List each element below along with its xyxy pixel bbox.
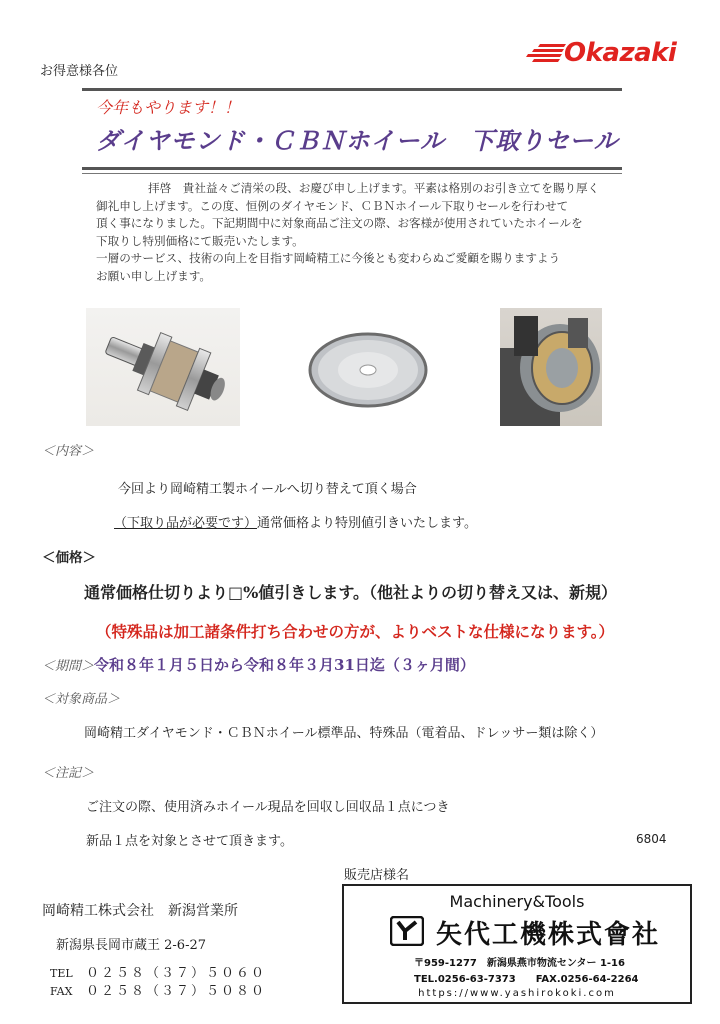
intro-line: 拝啓 貴社益々ご清栄の段、お慶び申し上げます。平素は格別のお引き立てを賜り厚く <box>148 181 600 195</box>
logo-stripes-icon <box>526 42 566 66</box>
page-title: ダイヤモンド・ＣＢＮホイール 下取りセール <box>96 127 619 155</box>
stamp-phones: TEL.0256-63-7373 FAX.0256-64-2264 <box>414 974 639 985</box>
price-line2: （特殊品は加工諸条件打ち合わせの方が、よりベストな仕様になります。） <box>96 622 615 641</box>
price-line1: 通常価格仕切りより□%値引きします。（他社よりの切り替え又は、新規） <box>84 583 618 602</box>
target-heading: ＜対象商品＞ <box>42 692 121 707</box>
intro-line: 頂く事になりました。下記期間中に対象商品ご注文の際、お客様が使用されていたホイールを <box>96 216 583 230</box>
content-line1: 今回より岡崎精工製ホイールへ切り替えて頂く場合 <box>118 482 417 497</box>
intro-line: 御礼申し上げます。この度、恒例のダイヤモンド、ＣＢＮホイール下取りセールを行わせて <box>96 198 569 213</box>
spindle-wheel-photo <box>86 308 240 426</box>
period-label: ＜期間＞ <box>42 659 95 674</box>
document-code: 6804 <box>636 832 667 846</box>
discount-note: 通常価格より特別値引きいたします。 <box>257 516 477 531</box>
price-heading: ＜価格＞ <box>42 550 96 566</box>
yashiro-logo-icon <box>390 916 424 946</box>
tagline: 今年もやります！！ <box>96 98 241 117</box>
company-name: 岡崎精工株式会社 新潟営業所 <box>42 903 238 919</box>
stamp-company-name: 矢代工機株式會社 <box>436 920 661 950</box>
intro-letter <box>96 180 616 285</box>
company-fax <box>50 980 266 999</box>
stamp-url: https://www.yashirokoki.com <box>418 988 616 999</box>
note-line1: ご注文の際、使用済みホイール現品を回収し回収品１点につき <box>86 800 450 815</box>
target-text: 岡崎精工ダイヤモンド・ＣＢＮホイール標準品、特殊品（電着品、ドレッサー類は除く） <box>84 726 604 741</box>
fax-label: FAX <box>50 985 73 998</box>
logo-text: Okazaki <box>564 38 677 68</box>
tel-number: ０２５８（３７）５０６０ <box>86 966 267 981</box>
period-value: 令和８年１月５日から令和８年３月31日迄（３ヶ月間） <box>94 656 475 674</box>
fax-number: ０２５８（３７）５０８０ <box>86 984 267 999</box>
company-tel <box>50 962 266 981</box>
okazaki-logo <box>526 38 686 72</box>
intro-line: お願い申し上げます。 <box>96 268 212 283</box>
stamp-tagline: Machinery&Tools <box>449 892 585 911</box>
dealer-label: 販売店様名 <box>344 868 410 883</box>
tel-label: TEL <box>50 967 73 980</box>
intro-line: 一層のサービス、技術の向上を目指す岡崎精工に今後とも変わらぬご愛顧を賜りますよう <box>96 251 561 265</box>
tradein-required-note: （下取り品が必要です） <box>114 516 258 531</box>
dealer-stamp <box>342 884 692 1004</box>
content-heading: ＜内容＞ <box>42 444 95 459</box>
salutation: お得意様各位 <box>40 64 119 79</box>
intro-line: 下取りし特別価格にて販売いたします。 <box>96 233 304 248</box>
notes-heading: ＜注記＞ <box>42 766 95 781</box>
company-address: 新潟県長岡市蔵王 2-6-27 <box>56 938 207 953</box>
grinding-machine-photo <box>500 308 602 426</box>
note-line2: 新品１点を対象とさせて頂きます。 <box>86 834 293 849</box>
content-line2 <box>114 512 477 531</box>
stamp-address: 〒959-1277 新潟県燕市物流センター 1-16 <box>414 958 625 969</box>
period <box>42 654 475 675</box>
diamond-wheel-photo <box>302 308 434 426</box>
